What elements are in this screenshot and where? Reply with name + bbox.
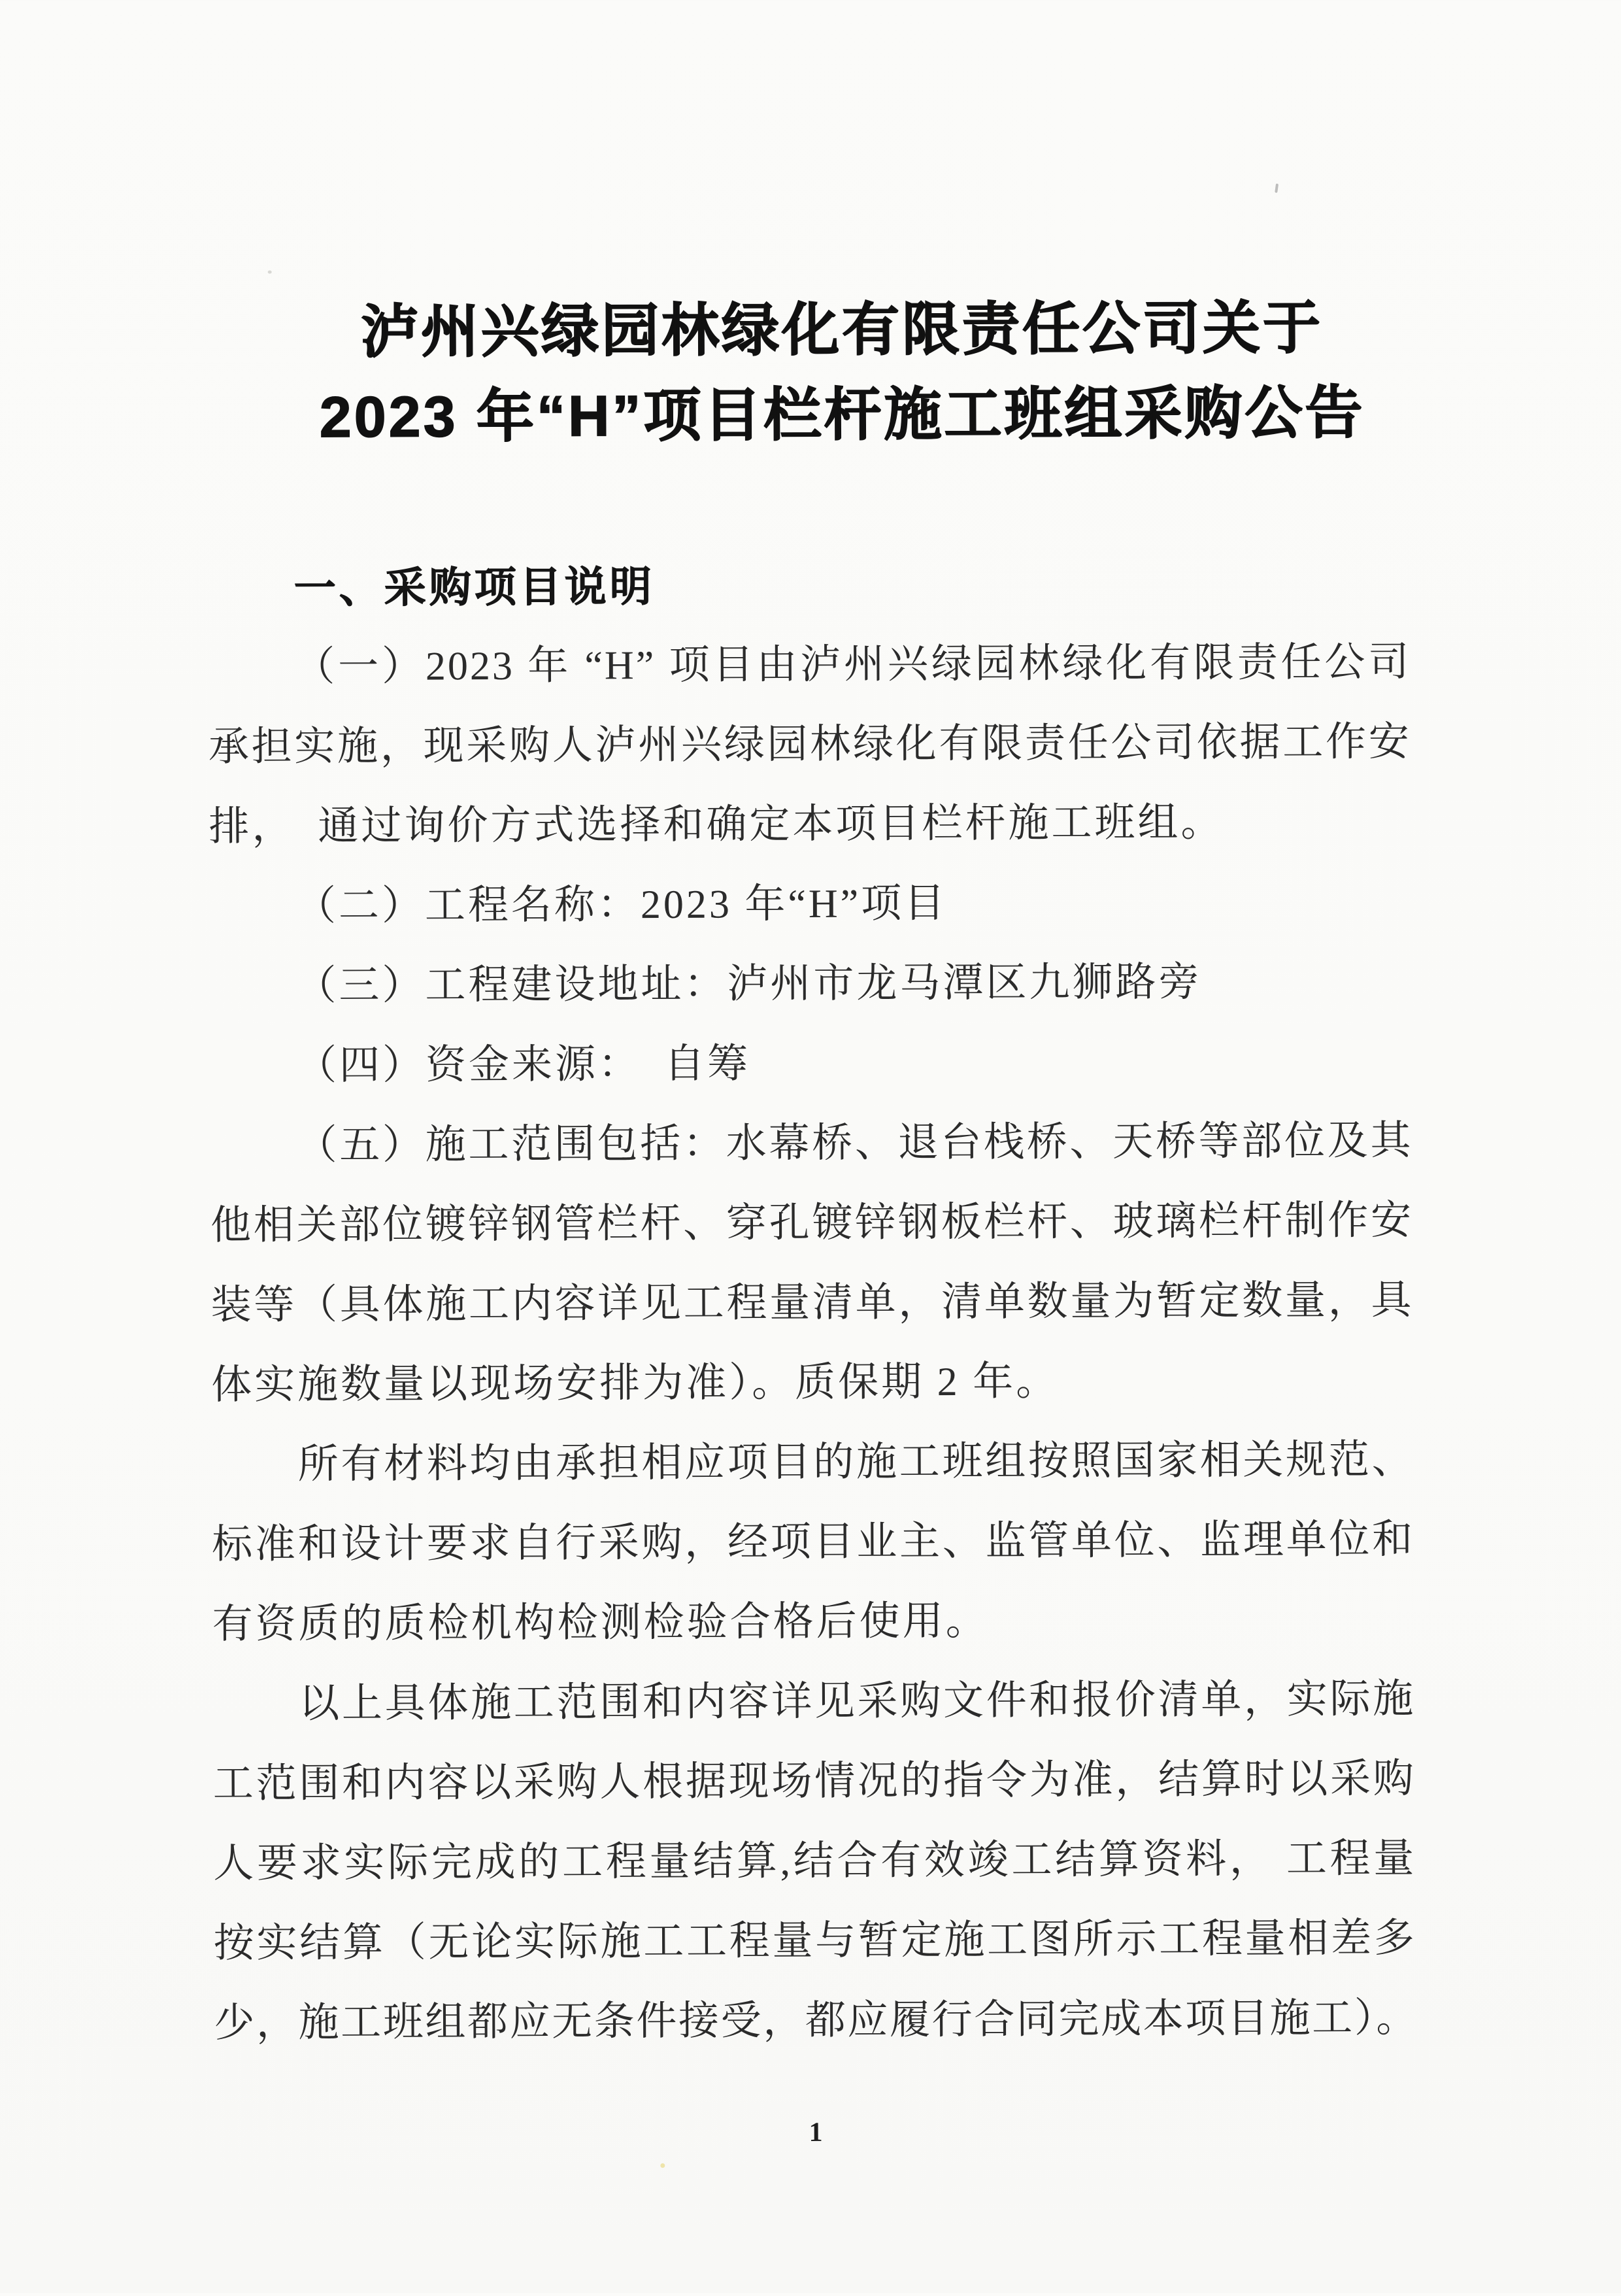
body-line: 按实结算（无论实际施工工程量与暂定施工图所示工程量相差多: [213, 1916, 1416, 1966]
body-line: （二）工程名称：2023 年“H”项目: [295, 881, 948, 929]
body-line: （一）2023 年 “H” 项目由泸州兴绿园林绿化有限责任公司: [294, 639, 1411, 690]
body-line: 少，施工班组都应无条件接受，都应履行合同完成本项目施工）。: [214, 1995, 1417, 2046]
scan-speckle: [660, 2163, 665, 2168]
body-line: 体实施数量以现场安排为准）。质保期 2 年。: [210, 1359, 1060, 1408]
body-line: 有资质的质检机构检测检验合格后使用。: [212, 1598, 989, 1647]
body-line: 以上具体施工范围和内容详见采购文件和报价清单，实际施: [299, 1676, 1416, 1727]
document-title-line-2: 2023 年“H”项目栏杆施工班组采购公告: [319, 380, 1365, 450]
scan-speckle: [268, 271, 272, 274]
body-line: 工范围和内容以采购人根据现场情况的指令为准，结算时以采购: [212, 1756, 1416, 1807]
body-line: （五）施工范围包括：水幕桥、退台栈桥、天桥等部位及其: [296, 1118, 1413, 1168]
page-number: 1: [809, 2117, 823, 2148]
body-line: 排， 通过询价方式选择和确定本项目栏杆施工班组。: [209, 800, 1224, 850]
body-line: 所有材料均由承担相应项目的施工班组按照国家相关规范、: [297, 1437, 1414, 1487]
document-title-line-1: 泸州兴绿园林绿化有限责任公司关于: [360, 295, 1324, 364]
body-line: （四）资金来源： 自筹: [295, 1041, 751, 1089]
body-line: （三）工程建设地址：泸州市龙马潭区九狮路旁: [295, 960, 1202, 1009]
scan-speckle: [1275, 184, 1278, 193]
section-heading: 一、采购项目说明: [293, 563, 655, 612]
body-paragraphs: [208, 622, 1417, 2063]
body-line: 标准和设计要求自行采购，经项目业主、监管单位、监理单位和: [212, 1517, 1415, 1568]
body-line: 他相关部位镀锌钢管栏杆、穿孔镀锌钢板栏杆、玻璃栏杆制作安: [210, 1198, 1414, 1249]
body-line: 承担实施，现采购人泸州兴绿园林绿化有限责任公司依据工作安: [208, 719, 1411, 770]
body-line: 装等（具体施工内容详见工程量清单，清单数量为暂定数量，具: [210, 1277, 1414, 1328]
body-line: 人要求实际完成的工程量结算,结合有效竣工结算资料， 工程量: [213, 1836, 1416, 1887]
document-content: [207, 285, 1417, 2063]
